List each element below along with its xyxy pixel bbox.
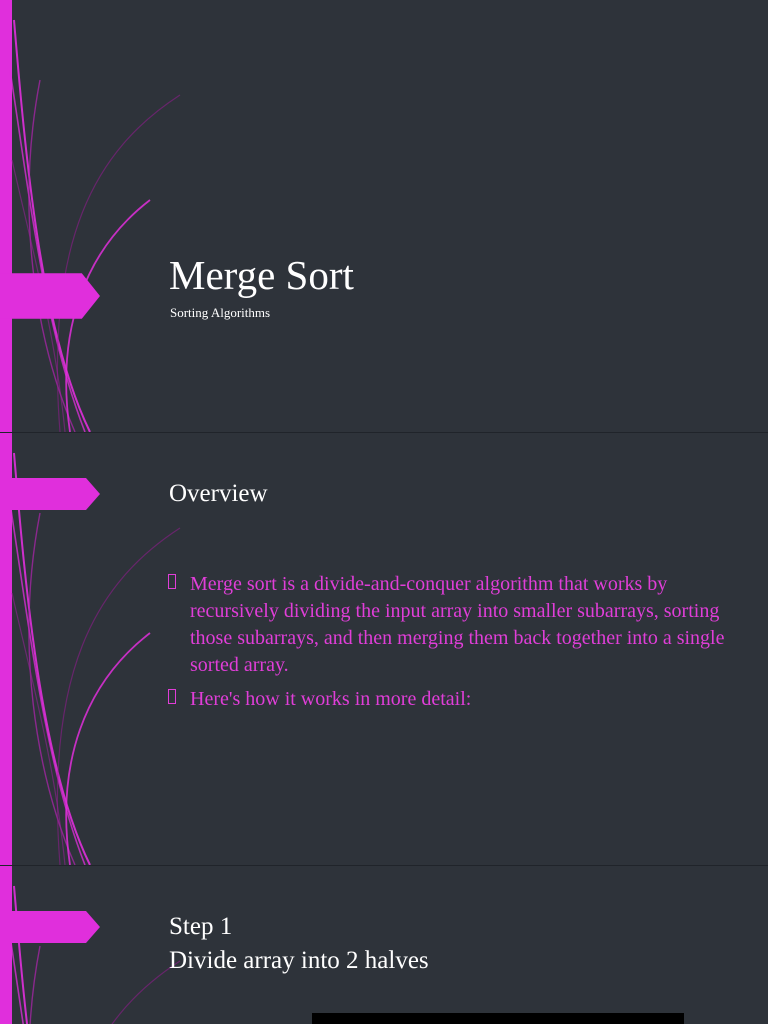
bullet-box-icon bbox=[168, 689, 176, 704]
chevron-tab-marker bbox=[0, 911, 100, 943]
embedded-image bbox=[312, 1013, 684, 1024]
decorative-curves bbox=[0, 0, 200, 432]
slide-step-1 bbox=[0, 866, 768, 1024]
slide-heading bbox=[169, 910, 429, 978]
slide-overview bbox=[0, 433, 768, 865]
bullet-text: Merge sort is a divide-and-conquer algorithm that works by recursively dividing the input array into smaller subarrays, sorting those subarrays, and then merging them back together into a single sorted array. bbox=[190, 573, 725, 676]
chevron-tab-marker bbox=[0, 478, 100, 510]
bullet-text: Here's how it works in more detail: bbox=[190, 688, 472, 710]
list-item bbox=[168, 571, 728, 679]
slide-heading: Overview bbox=[169, 480, 268, 507]
slide-subtitle-text: Sorting Algorithms bbox=[170, 305, 271, 320]
slide-title bbox=[0, 0, 768, 432]
bullet-box-icon bbox=[168, 574, 176, 589]
list-item bbox=[168, 686, 728, 713]
bullet-list bbox=[168, 571, 728, 720]
chevron-tab-marker bbox=[0, 271, 100, 321]
step-label: Step 1 bbox=[169, 913, 233, 940]
step-description: Divide array into 2 halves bbox=[169, 947, 429, 974]
slide-title-text: Merge Sort bbox=[169, 252, 354, 298]
